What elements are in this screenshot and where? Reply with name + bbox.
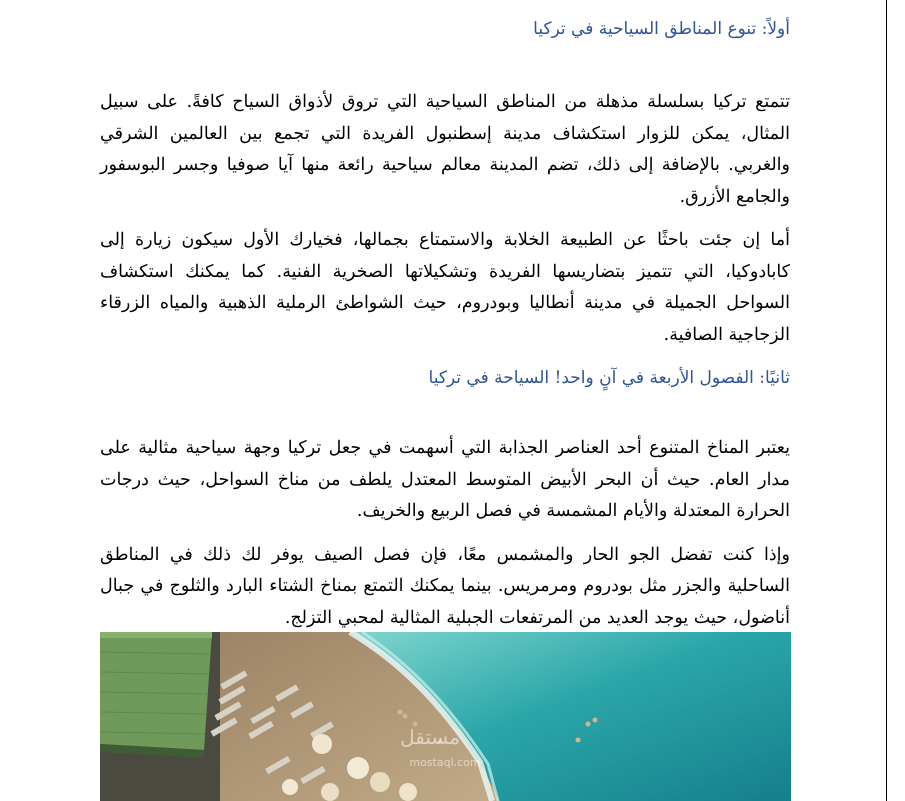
beach-photo (100, 632, 791, 801)
watermark-latin: mostaql.com (409, 756, 481, 769)
paragraph-climate: يعتبر المناخ المتنوع أحد العناصر الجذابة التي أسهمت في جعل تركيا وجهة سياحية مثالية على مدار العام. حيث أن البحر الأبيض المتوسط المعتدل يلطف من مناخ السواحل، حيث درجات الحرارة المعتدلة والأيام المشمسة في فصل الربيع والخريف. (100, 438, 790, 521)
watermark-arabic: مستقل (400, 725, 460, 749)
paragraph-istanbul: تتمتع تركيا بسلسلة مذهلة من المناطق السياحية التي تروق لأذواق السياح كافةً. على سبيل المثال، يمكن للزوار استكشاف مدينة إسطنبول الفريدة التي تجمع بين العالمين الشرقي والغربي. بالإضافة إلى ذلك، تضم المدينة معالم سياحية رائعة منها آيا صوفيا وجسر البوسفور والجامع الأزرق. (100, 92, 790, 207)
heading-four-seasons: ثانيًا: الفصول الأربعة في آنٍ واحد! السياحة في تركيا (428, 368, 790, 388)
page-edge-line (886, 0, 887, 801)
paragraph-summer-winter: وإذا كنت تفضل الجو الحار والمشمس معًا، فإن فصل الصيف يوفر لك ذلك في المناطق الساحلية والجزر مثل بودروم ومرمريس. بينما يمكنك التمتع بمناخ الشتاء البارد والثلوج في جبال أناضول، حيث يوجد العديد من المرتفعات الجبلية المثالية لمحبي التزلج. (100, 544, 790, 628)
paragraph-nature: أما إن جئت باحثًا عن الطبيعة الخلابة والاستمتاع بجمالها، فخيارك الأول سيكون زيارة إلى كابادوكيا، التي تتميز بتضاريسها الفريدة وتشكيلاتها الصخرية الفنية. كما يمكنك استكشاف السواحل الجميلة في مدينة أنطاليا وبودروم، حيث الشواطئ الرملية الذهبية والمياه الزرقاء الزجاجية الصافية. (100, 230, 790, 345)
heading-tourism-diversity: أولاً: تنوع المناطق السياحية في تركيا (533, 19, 790, 39)
document-body[interactable] (100, 14, 790, 646)
